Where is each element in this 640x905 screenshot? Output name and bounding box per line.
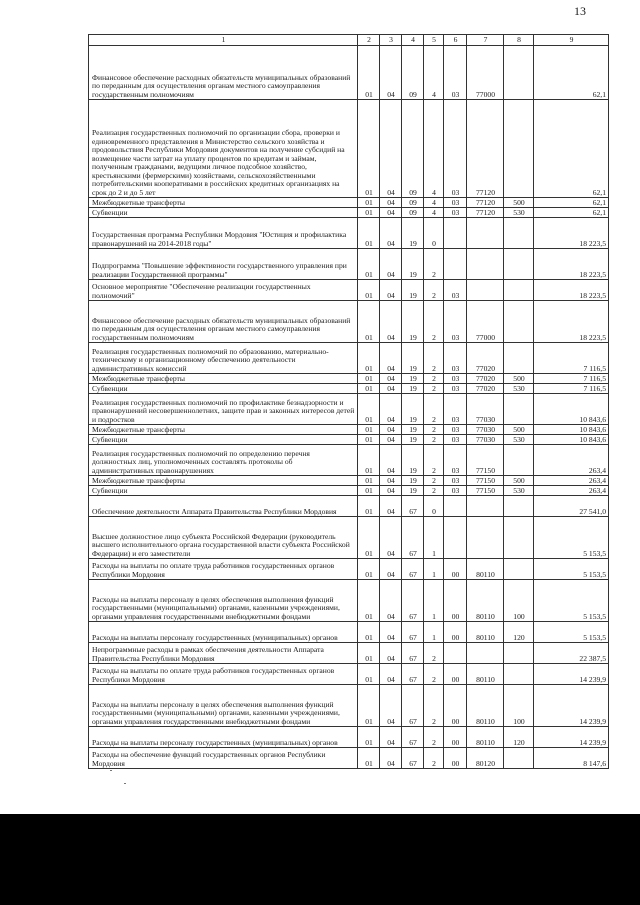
row-code-c5: 4 xyxy=(424,208,444,218)
row-code-c8: 530 xyxy=(504,486,534,496)
row-amount: 14 239,9 xyxy=(534,664,609,685)
row-amount: 18 223,5 xyxy=(534,249,609,280)
row-name: Основное мероприятие "Обеспечение реализации государственных полномочий" xyxy=(89,280,358,301)
row-amount: 18 223,5 xyxy=(534,280,609,301)
row-code-c7: 77020 xyxy=(467,374,504,384)
row-code-c6 xyxy=(444,496,467,517)
row-code-c5: 2 xyxy=(424,486,444,496)
row-code-c4: 19 xyxy=(402,394,424,425)
row-code-c6: 03 xyxy=(444,100,467,198)
row-code-c6 xyxy=(444,517,467,559)
row-code-c4: 67 xyxy=(402,664,424,685)
row-code-c7: 80110 xyxy=(467,685,504,727)
row-code-c8: 530 xyxy=(504,384,534,394)
row-code-c7: 77030 xyxy=(467,394,504,425)
row-amount: 10 843,6 xyxy=(534,435,609,445)
row-code-c5: 0 xyxy=(424,496,444,517)
row-code-c4: 19 xyxy=(402,301,424,343)
row-code-c6: 03 xyxy=(444,301,467,343)
row-amount: 263,4 xyxy=(534,445,609,476)
row-code-c7: 77150 xyxy=(467,445,504,476)
row-code-c5: 1 xyxy=(424,580,444,622)
row-code-c6: 03 xyxy=(444,46,467,100)
column-numbers-row xyxy=(89,35,609,46)
table-row xyxy=(89,517,609,559)
row-name: Субвенции xyxy=(89,486,358,496)
row-amount: 5 153,5 xyxy=(534,580,609,622)
column-header: 3 xyxy=(380,35,402,46)
row-code-c2: 01 xyxy=(358,425,380,435)
table-row xyxy=(89,685,609,727)
row-amount: 5 153,5 xyxy=(534,517,609,559)
row-name: Реализация государственных полномочий по профилактике безнадзорности и правонарушений несовершеннолетних, защите прав и законных интересов детей и подростков xyxy=(89,394,358,425)
table-row xyxy=(89,301,609,343)
scan-speck xyxy=(124,783,126,784)
row-code-c5: 2 xyxy=(424,748,444,769)
row-code-c3: 04 xyxy=(380,445,402,476)
row-code-c6: 03 xyxy=(444,208,467,218)
row-code-c3: 04 xyxy=(380,643,402,664)
row-code-c2: 01 xyxy=(358,486,380,496)
row-amount: 7 116,5 xyxy=(534,374,609,384)
row-code-c4: 67 xyxy=(402,559,424,580)
row-code-c4: 19 xyxy=(402,374,424,384)
scan-black-band xyxy=(0,814,640,905)
row-code-c8: 500 xyxy=(504,198,534,208)
row-code-c4: 67 xyxy=(402,496,424,517)
row-code-c5: 1 xyxy=(424,517,444,559)
row-code-c3: 04 xyxy=(380,486,402,496)
row-amount: 18 223,5 xyxy=(534,301,609,343)
row-code-c3: 04 xyxy=(380,46,402,100)
column-header: 1 xyxy=(89,35,358,46)
row-code-c6: 00 xyxy=(444,664,467,685)
row-name: Расходы на обеспечение функций государственных органов Республики Мордовия xyxy=(89,748,358,769)
table-row xyxy=(89,476,609,486)
row-code-c2: 01 xyxy=(358,394,380,425)
row-code-c7: 80120 xyxy=(467,748,504,769)
row-code-c2: 01 xyxy=(358,249,380,280)
row-code-c3: 04 xyxy=(380,425,402,435)
row-code-c5: 2 xyxy=(424,384,444,394)
table-body xyxy=(89,46,609,769)
row-code-c7: 80110 xyxy=(467,727,504,748)
row-code-c3: 04 xyxy=(380,198,402,208)
row-code-c2: 01 xyxy=(358,517,380,559)
row-code-c7: 77000 xyxy=(467,46,504,100)
table-row xyxy=(89,486,609,496)
row-code-c4: 19 xyxy=(402,218,424,249)
row-code-c2: 01 xyxy=(358,445,380,476)
row-code-c2: 01 xyxy=(358,559,380,580)
row-code-c4: 09 xyxy=(402,208,424,218)
row-code-c5: 1 xyxy=(424,622,444,643)
row-code-c5: 2 xyxy=(424,249,444,280)
row-amount: 7 116,5 xyxy=(534,343,609,374)
row-code-c4: 09 xyxy=(402,198,424,208)
row-code-c4: 67 xyxy=(402,622,424,643)
row-amount: 14 239,9 xyxy=(534,727,609,748)
row-code-c3: 04 xyxy=(380,384,402,394)
row-code-c2: 01 xyxy=(358,580,380,622)
row-amount: 62,1 xyxy=(534,208,609,218)
row-code-c2: 01 xyxy=(358,435,380,445)
row-amount: 10 843,6 xyxy=(534,394,609,425)
row-code-c5: 2 xyxy=(424,280,444,301)
row-name: Реализация государственных полномочий по организации сбора, проверки и единовременного представления в Министерство сельского хозяйства и продовольствия Республики Мордовия документов на получение субсидий на возмещение части затрат на уплату процентов по кредитам и займам, полученным гражданами, ведущими личное подсобное хозяйство, крестьянскими (фермерскими) хозяйствами, сельскохозяйственными потребительскими кооперативами в российских кредитных организациях на срок до 2 и до 5 лет xyxy=(89,100,358,198)
row-amount: 62,1 xyxy=(534,100,609,198)
budget-table xyxy=(88,34,609,769)
scan-speck xyxy=(110,770,112,771)
row-code-c7 xyxy=(467,280,504,301)
row-code-c4: 19 xyxy=(402,249,424,280)
row-code-c7: 77120 xyxy=(467,100,504,198)
row-code-c2: 01 xyxy=(358,208,380,218)
row-code-c2: 01 xyxy=(358,100,380,198)
row-code-c6: 03 xyxy=(444,384,467,394)
row-code-c5: 2 xyxy=(424,394,444,425)
row-code-c7: 80110 xyxy=(467,580,504,622)
row-code-c7 xyxy=(467,218,504,249)
row-name: Субвенции xyxy=(89,208,358,218)
row-amount: 22 387,5 xyxy=(534,643,609,664)
row-code-c4: 19 xyxy=(402,384,424,394)
row-code-c2: 01 xyxy=(358,748,380,769)
row-name: Реализация государственных полномочий по образованию, материально-техническому и организационному обеспечению деятельности административных комиссий xyxy=(89,343,358,374)
row-code-c7: 80110 xyxy=(467,559,504,580)
row-code-c4: 19 xyxy=(402,343,424,374)
row-code-c5: 2 xyxy=(424,727,444,748)
row-code-c8 xyxy=(504,301,534,343)
row-code-c6: 03 xyxy=(444,486,467,496)
row-code-c8 xyxy=(504,100,534,198)
row-amount: 18 223,5 xyxy=(534,218,609,249)
row-code-c4: 67 xyxy=(402,517,424,559)
row-code-c3: 04 xyxy=(380,301,402,343)
row-code-c3: 04 xyxy=(380,208,402,218)
row-name: Подпрограмма "Повышение эффективности государственного управления при реализации Государственной программы" xyxy=(89,249,358,280)
row-code-c8 xyxy=(504,394,534,425)
row-code-c3: 04 xyxy=(380,580,402,622)
row-amount: 5 153,5 xyxy=(534,559,609,580)
row-name: Государственная программа Республики Мордовия "Юстиция и профилактика правонарушений на 2014-2018 годы" xyxy=(89,218,358,249)
row-code-c6: 00 xyxy=(444,559,467,580)
table-row xyxy=(89,384,609,394)
row-code-c8 xyxy=(504,46,534,100)
row-code-c3: 04 xyxy=(380,249,402,280)
row-code-c5: 2 xyxy=(424,425,444,435)
table-row xyxy=(89,496,609,517)
row-code-c3: 04 xyxy=(380,664,402,685)
row-code-c3: 04 xyxy=(380,394,402,425)
row-code-c7: 77020 xyxy=(467,384,504,394)
row-code-c4: 09 xyxy=(402,100,424,198)
row-code-c3: 04 xyxy=(380,622,402,643)
table-row xyxy=(89,643,609,664)
row-code-c5: 4 xyxy=(424,198,444,208)
column-header: 2 xyxy=(358,35,380,46)
row-amount: 263,4 xyxy=(534,476,609,486)
row-code-c2: 01 xyxy=(358,198,380,208)
row-name: Межбюджетные трансферты xyxy=(89,198,358,208)
row-name: Обеспечение деятельности Аппарата Правительства Республики Мордовия xyxy=(89,496,358,517)
row-code-c3: 04 xyxy=(380,748,402,769)
row-code-c3: 04 xyxy=(380,280,402,301)
table-row xyxy=(89,198,609,208)
column-header: 6 xyxy=(444,35,467,46)
row-code-c5: 4 xyxy=(424,100,444,198)
row-code-c8: 500 xyxy=(504,476,534,486)
table-row xyxy=(89,559,609,580)
table-row xyxy=(89,622,609,643)
table-row xyxy=(89,435,609,445)
row-code-c7 xyxy=(467,643,504,664)
row-code-c8 xyxy=(504,664,534,685)
row-amount: 5 153,5 xyxy=(534,622,609,643)
row-code-c7: 77020 xyxy=(467,343,504,374)
column-header: 8 xyxy=(504,35,534,46)
row-code-c4: 67 xyxy=(402,685,424,727)
row-code-c8: 100 xyxy=(504,685,534,727)
table-row xyxy=(89,748,609,769)
row-name: Расходы на выплаты персоналу государственных (муниципальных) органов xyxy=(89,622,358,643)
row-code-c7 xyxy=(467,517,504,559)
row-code-c2: 01 xyxy=(358,374,380,384)
row-code-c2: 01 xyxy=(358,664,380,685)
row-amount: 62,1 xyxy=(534,198,609,208)
row-code-c6: 00 xyxy=(444,727,467,748)
row-code-c6: 00 xyxy=(444,748,467,769)
row-code-c4: 67 xyxy=(402,580,424,622)
row-code-c8: 100 xyxy=(504,580,534,622)
row-name: Субвенции xyxy=(89,384,358,394)
row-code-c6: 03 xyxy=(444,435,467,445)
row-name: Финансовое обеспечение расходных обязательств муниципальных образований по переданным для осуществления органам местного самоуправления государственным полномочиям xyxy=(89,46,358,100)
row-code-c5: 2 xyxy=(424,664,444,685)
row-code-c2: 01 xyxy=(358,727,380,748)
row-code-c2: 01 xyxy=(358,622,380,643)
row-name: Расходы на выплаты персоналу в целях обеспечения выполнения функций государственными (муниципальными) органами, казенными учреждениями, органами управления государственными внебюджетными фондами xyxy=(89,580,358,622)
row-code-c2: 01 xyxy=(358,301,380,343)
row-amount: 8 147,6 xyxy=(534,748,609,769)
row-code-c6: 03 xyxy=(444,425,467,435)
table-row xyxy=(89,580,609,622)
table-row xyxy=(89,445,609,476)
row-code-c5: 2 xyxy=(424,301,444,343)
row-code-c3: 04 xyxy=(380,517,402,559)
row-amount: 263,4 xyxy=(534,486,609,496)
table-row xyxy=(89,727,609,748)
row-name: Реализация государственных полномочий по определению перечня должностных лиц, уполномоченных составлять протоколы об административных правонарушениях xyxy=(89,445,358,476)
row-code-c2: 01 xyxy=(358,343,380,374)
row-code-c8: 530 xyxy=(504,435,534,445)
row-name: Финансовое обеспечение расходных обязательств муниципальных образований по переданным для осуществления органам местного самоуправления государственным полномочиям xyxy=(89,301,358,343)
table-row xyxy=(89,425,609,435)
table-row xyxy=(89,343,609,374)
row-code-c8: 500 xyxy=(504,374,534,384)
column-header: 7 xyxy=(467,35,504,46)
row-code-c8 xyxy=(504,559,534,580)
row-code-c3: 04 xyxy=(380,476,402,486)
row-code-c3: 04 xyxy=(380,496,402,517)
row-amount: 10 843,6 xyxy=(534,425,609,435)
row-code-c8 xyxy=(504,643,534,664)
row-code-c6: 03 xyxy=(444,445,467,476)
row-code-c6: 03 xyxy=(444,394,467,425)
row-code-c5: 2 xyxy=(424,445,444,476)
row-name: Непрограммные расходы в рамках обеспечения деятельности Аппарата Правительства Республики Мордовия xyxy=(89,643,358,664)
table-row xyxy=(89,249,609,280)
row-code-c4: 67 xyxy=(402,643,424,664)
row-amount: 27 541,0 xyxy=(534,496,609,517)
row-code-c5: 2 xyxy=(424,685,444,727)
row-code-c7 xyxy=(467,496,504,517)
row-code-c2: 01 xyxy=(358,685,380,727)
row-amount: 7 116,5 xyxy=(534,384,609,394)
row-code-c7: 77120 xyxy=(467,198,504,208)
row-code-c6: 03 xyxy=(444,198,467,208)
row-code-c2: 01 xyxy=(358,218,380,249)
row-code-c6: 03 xyxy=(444,476,467,486)
table-row xyxy=(89,46,609,100)
row-code-c4: 19 xyxy=(402,445,424,476)
row-code-c4: 19 xyxy=(402,280,424,301)
row-code-c3: 04 xyxy=(380,100,402,198)
row-name: Расходы на выплаты по оплате труда работников государственных органов Республики Мордовия xyxy=(89,664,358,685)
row-code-c8 xyxy=(504,343,534,374)
row-code-c5: 2 xyxy=(424,435,444,445)
table-row xyxy=(89,208,609,218)
column-header: 5 xyxy=(424,35,444,46)
row-code-c3: 04 xyxy=(380,559,402,580)
row-code-c2: 01 xyxy=(358,46,380,100)
row-code-c5: 2 xyxy=(424,343,444,374)
row-code-c8: 500 xyxy=(504,425,534,435)
row-code-c5: 4 xyxy=(424,46,444,100)
row-code-c7: 77150 xyxy=(467,486,504,496)
row-code-c8 xyxy=(504,517,534,559)
row-name: Расходы на выплаты персоналу государственных (муниципальных) органов xyxy=(89,727,358,748)
row-code-c8 xyxy=(504,249,534,280)
row-name: Расходы на выплаты по оплате труда работников государственных органов Республики Мордовия xyxy=(89,559,358,580)
row-code-c6: 00 xyxy=(444,622,467,643)
row-code-c8: 120 xyxy=(504,622,534,643)
row-code-c8 xyxy=(504,218,534,249)
row-code-c7: 77150 xyxy=(467,476,504,486)
row-code-c6: 03 xyxy=(444,280,467,301)
row-code-c8 xyxy=(504,748,534,769)
row-code-c5: 0 xyxy=(424,218,444,249)
column-header: 4 xyxy=(402,35,424,46)
row-code-c2: 01 xyxy=(358,643,380,664)
page-number: 13 xyxy=(574,4,586,18)
row-code-c3: 04 xyxy=(380,435,402,445)
column-header: 9 xyxy=(534,35,609,46)
row-code-c7: 77030 xyxy=(467,435,504,445)
row-code-c8 xyxy=(504,445,534,476)
row-code-c3: 04 xyxy=(380,343,402,374)
row-code-c6: 00 xyxy=(444,685,467,727)
row-code-c8: 530 xyxy=(504,208,534,218)
row-amount: 62,1 xyxy=(534,46,609,100)
row-code-c3: 04 xyxy=(380,685,402,727)
row-code-c4: 19 xyxy=(402,486,424,496)
table-row xyxy=(89,394,609,425)
table-row xyxy=(89,100,609,198)
row-name: Межбюджетные трансферты xyxy=(89,374,358,384)
row-code-c4: 67 xyxy=(402,748,424,769)
row-code-c2: 01 xyxy=(358,384,380,394)
row-name: Расходы на выплаты персоналу в целях обеспечения выполнения функций государственными (муниципальными) органами, казенными учреждениями, органами управления государственными внебюджетными фондами xyxy=(89,685,358,727)
row-code-c3: 04 xyxy=(380,218,402,249)
row-code-c4: 67 xyxy=(402,727,424,748)
row-code-c5: 2 xyxy=(424,643,444,664)
row-name: Высшее должностное лицо субъекта Российской Федерации (руководитель высшего исполнительного органа государственной власти субъекта Российской Федерации) и его заместители xyxy=(89,517,358,559)
row-code-c2: 01 xyxy=(358,476,380,486)
row-code-c2: 01 xyxy=(358,496,380,517)
table-row xyxy=(89,280,609,301)
row-code-c8 xyxy=(504,280,534,301)
row-code-c7: 80110 xyxy=(467,622,504,643)
row-code-c4: 19 xyxy=(402,425,424,435)
row-amount: 14 239,9 xyxy=(534,685,609,727)
row-code-c3: 04 xyxy=(380,374,402,384)
row-code-c8 xyxy=(504,496,534,517)
row-code-c6 xyxy=(444,643,467,664)
row-code-c6: 00 xyxy=(444,580,467,622)
row-code-c2: 01 xyxy=(358,280,380,301)
row-code-c5: 2 xyxy=(424,476,444,486)
row-code-c8: 120 xyxy=(504,727,534,748)
row-code-c5: 1 xyxy=(424,559,444,580)
row-code-c6 xyxy=(444,218,467,249)
row-code-c6: 03 xyxy=(444,374,467,384)
row-code-c6 xyxy=(444,249,467,280)
row-code-c4: 19 xyxy=(402,476,424,486)
table-row xyxy=(89,374,609,384)
row-code-c5: 2 xyxy=(424,374,444,384)
table-row xyxy=(89,218,609,249)
row-name: Межбюджетные трансферты xyxy=(89,425,358,435)
row-code-c4: 09 xyxy=(402,46,424,100)
row-name: Субвенции xyxy=(89,435,358,445)
row-code-c7: 80110 xyxy=(467,664,504,685)
row-code-c4: 19 xyxy=(402,435,424,445)
row-name: Межбюджетные трансферты xyxy=(89,476,358,486)
row-code-c7: 77030 xyxy=(467,425,504,435)
table-row xyxy=(89,664,609,685)
row-code-c7: 77000 xyxy=(467,301,504,343)
row-code-c7: 77120 xyxy=(467,208,504,218)
row-code-c6: 03 xyxy=(444,343,467,374)
row-code-c7 xyxy=(467,249,504,280)
row-code-c3: 04 xyxy=(380,727,402,748)
